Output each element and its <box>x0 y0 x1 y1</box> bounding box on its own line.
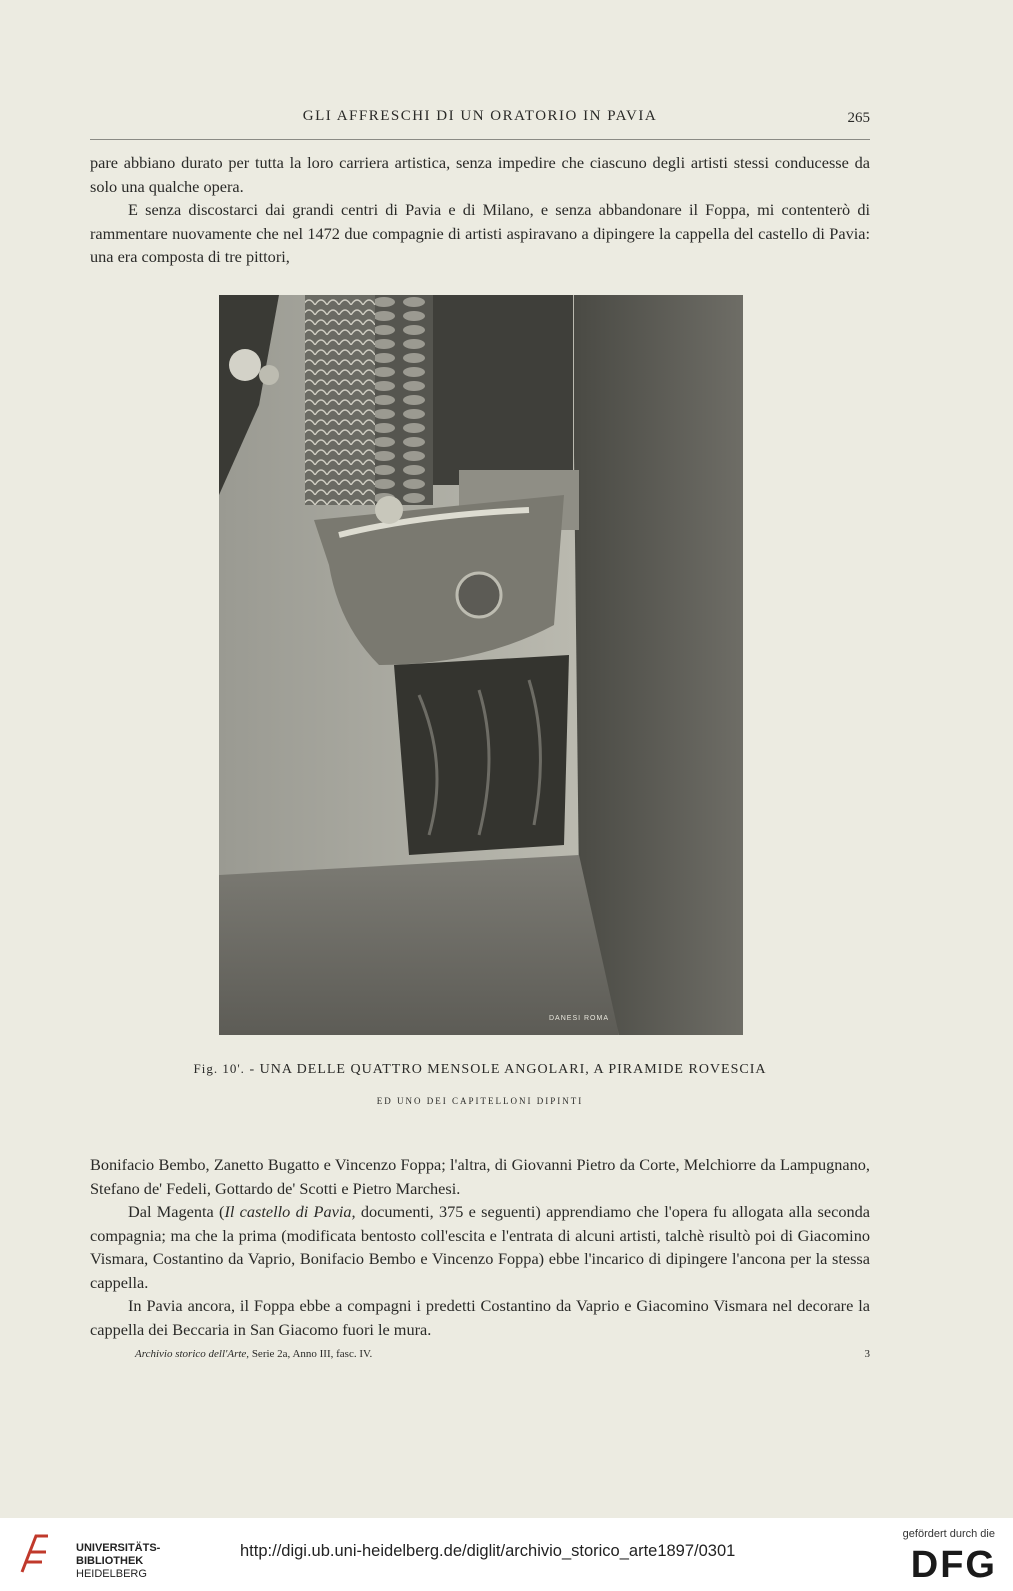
running-header <box>90 108 870 132</box>
mensola-photo-illustration <box>219 295 743 1035</box>
figure-caption-main: - UNA DELLE QUATTRO MENSOLE ANGOLARI, A PIRAMIDE ROVESCIA <box>249 1062 767 1077</box>
library-logo-icon <box>18 1532 52 1578</box>
signature-mark: 3 <box>864 1348 870 1360</box>
library-line-3: HEIDELBERG <box>76 1568 147 1580</box>
figure-subcaption: ED UNO DEI CAPITELLONI DIPINTI <box>376 1096 584 1106</box>
paragraph-4-rest: documenti, 375 e seguenti) apprendiamo che l'opera fu allogata alla seconda compagnia; ma che la prima (modificata bentosto coll'escita e l'entrata di alcuni artisti, talchè risultò poi di Giacomino Vismara, Costantino da Vaprio, Bonifacio Bembo e Vincenzo Foppa) ebbe l'incarico di dipingere l'ancona per la stessa cappella. <box>90 1202 870 1292</box>
paragraph-4-start: Dal Magenta ( <box>128 1202 225 1221</box>
journal-footer <box>135 1348 870 1360</box>
library-name <box>76 1542 160 1581</box>
funded-by-label: gefördert durch die <box>902 1528 995 1540</box>
journal-issue: Serie 2a, Anno III, fasc. IV. <box>249 1348 373 1360</box>
text-block-bottom <box>90 1153 870 1341</box>
digitization-bar <box>0 1518 1013 1591</box>
library-logo[interactable] <box>18 1532 161 1580</box>
paragraph-2: E senza discostarci dai grandi centri di Pavia e di Milano, e senza abbandonare il Foppa, mi contenterò di rammentare nuovamente che nel 1472 due compagnie di artisti aspiravano a dipingere la cappella del castello di Pavia: una era composta di tre pittori, <box>90 200 870 266</box>
paragraph-5: In Pavia ancora, il Foppa ebbe a compagni i predetti Costantino da Vaprio e Giacomino Vismara nel decorare la cappella dei Beccaria in San Giacomo fuori le mura. <box>90 1296 870 1339</box>
figure-label: Fig. 10'. <box>193 1061 245 1076</box>
photo-watermark: DANESI ROMA <box>549 1015 610 1022</box>
paragraph-1: pare abbiano durato per tutta la loro carriera artistica, senza impedire che ciascuno degli artisti stessi conducesse da solo una qualche opera. <box>90 153 870 196</box>
library-line-2: BIBLIOTHEK <box>76 1555 144 1567</box>
page-number: 265 <box>847 110 870 126</box>
paragraph-3: Bonifacio Bembo, Zanetto Bugatto e Vincenzo Foppa; l'altra, di Giovanni Pietro da Corte, Melchiorre da Lampugnano, Stefano de' Fedeli, Gottardo de' Scotti e Pietro Marchesi. <box>90 1155 870 1198</box>
dfg-logo[interactable]: DFG <box>910 1544 997 1586</box>
figure-caption <box>90 1061 870 1078</box>
book-title: Il castello di Pavia, <box>224 1202 356 1221</box>
library-line-1: UNIVERSITÄTS- <box>76 1542 161 1554</box>
text-block-top <box>90 151 870 269</box>
figure-photograph <box>219 295 743 1035</box>
journal-name: Archivio storico dell'Arte, <box>135 1348 250 1360</box>
header-rule <box>90 139 870 140</box>
source-url-link[interactable]: http://digi.ub.uni-heidelberg.de/diglit/archivio_storico_arte1897/0301 <box>240 1542 736 1560</box>
paragraph-4 <box>90 1200 870 1294</box>
running-title: GLI AFFRESCHI DI UN ORATORIO IN PAVIA <box>302 108 658 124</box>
